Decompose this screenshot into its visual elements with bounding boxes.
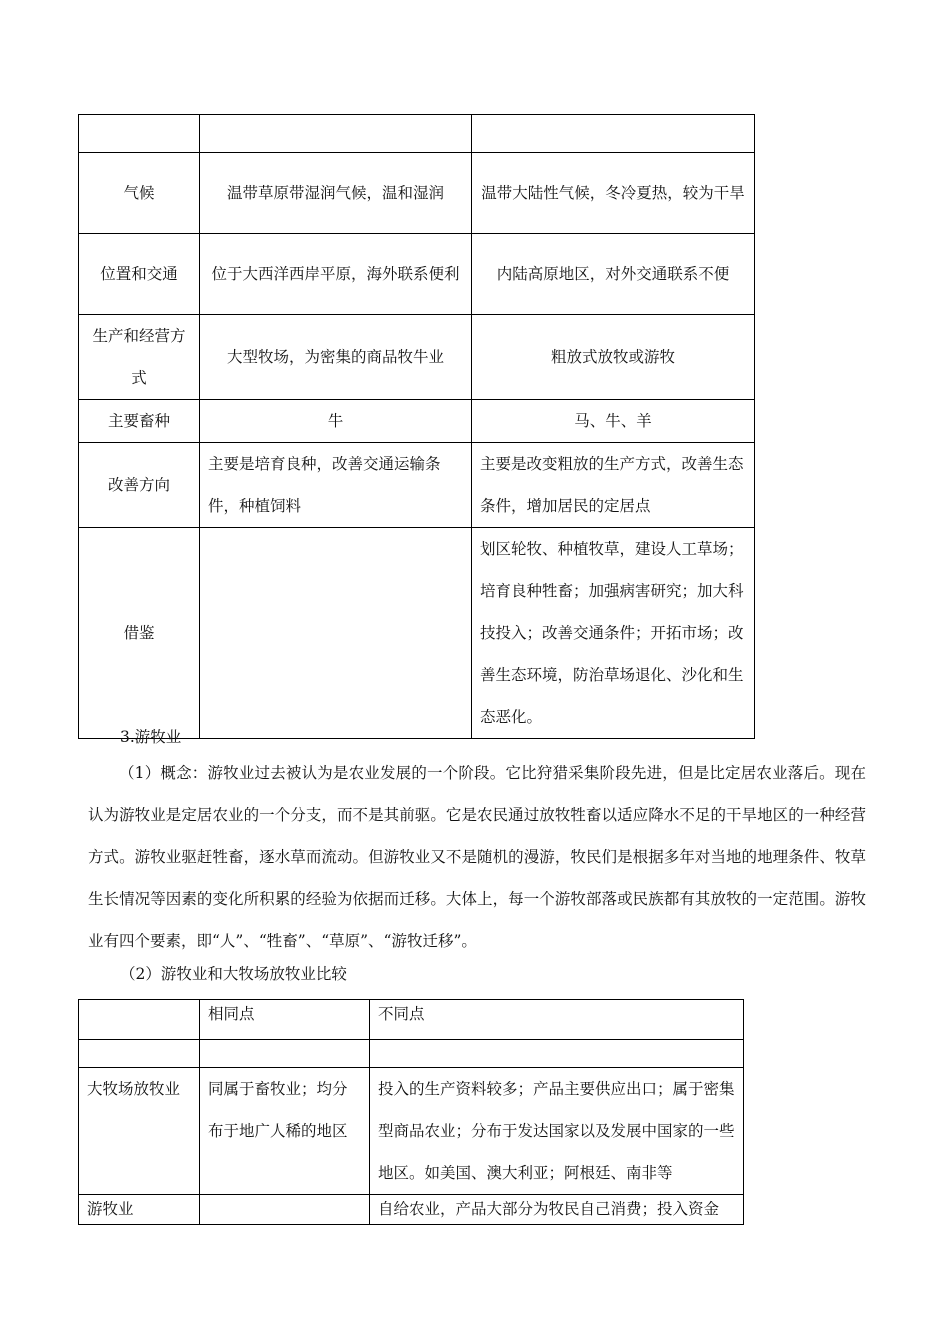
table-cell [370, 1040, 744, 1068]
table-row [79, 1040, 744, 1068]
table-row [79, 1195, 744, 1225]
comparison-table-ranching [78, 114, 755, 739]
table-cell: 温带大陆性气候，冬冷夏热，较为干旱 [472, 153, 755, 234]
table-cell [79, 115, 200, 153]
comparison-table-nomadic [78, 999, 744, 1225]
section-heading: 3.游牧业 [120, 728, 182, 746]
table-cell: 主要是改变粗放的生产方式，改善生态条件，增加居民的定居点 [472, 443, 755, 528]
row-label-location: 位置和交通 [79, 234, 200, 315]
table-row [79, 115, 755, 153]
table-header-cell: 相同点 [200, 1000, 370, 1040]
table-cell: 内陆高原地区，对外交通联系不便 [472, 234, 755, 315]
row-label-nomadic: 游牧业 [79, 1195, 200, 1225]
subsection-heading: （2）游牧业和大牧场放牧业比较 [120, 965, 347, 983]
row-label-reference: 借鉴 [79, 528, 200, 739]
table-header-cell [79, 1000, 200, 1040]
row-label-climate: 气候 [79, 153, 200, 234]
table-cell: 位于大西洋西岸平原，海外联系便利 [200, 234, 472, 315]
row-label-improvement: 改善方向 [79, 443, 200, 528]
table-row [79, 1068, 744, 1195]
table-header-cell: 不同点 [370, 1000, 744, 1040]
table-cell [472, 115, 755, 153]
concept-paragraph: （1）概念：游牧业过去被认为是农业发展的一个阶段。它比狩猎采集阶段先进，但是比定居农业落后。现在认为游牧业是定居农业的一个分支，而不是其前驱。它是农民通过放牧牲畜以适应降水不足的干旱地区的一种经营方式。游牧业驱赶牲畜，逐水草而流动。但游牧业又不是随机的漫游，牧民们是根据多年对当地的地理条件、牧草生长情况等因素的变化所积累的经验为依据而迁移。大体上，每一个游牧部落或民族都有其放牧的一定范围。游牧业有四个要素，即“人”、“牲畜”、“草原”、“游牧迁移”。 [88, 764, 866, 950]
row-label-production: 生产和经营方式 [79, 315, 200, 400]
table-cell [200, 528, 472, 739]
table-row [79, 315, 755, 400]
table-cell [200, 1195, 370, 1225]
table-row [79, 153, 755, 234]
table-cell: 温带草原带湿润气候，温和湿润 [200, 153, 472, 234]
table-row [79, 400, 755, 443]
table-cell: 自给农业，产品大部分为牧民自己消费；投入资金 [370, 1195, 744, 1225]
table-cell: 牛 [200, 400, 472, 443]
table-cell: 同属于畜牧业；均分布于地广人稀的地区 [200, 1068, 370, 1195]
table-cell: 投入的生产资料较多；产品主要供应出口；属于密集型商品农业；分布于发达国家以及发展中国家的一些地区。如美国、澳大利亚；阿根廷、南非等 [370, 1068, 744, 1195]
table-cell: 划区轮牧、种植牧草，建设人工草场；培育良种牲畜；加强病害研究；加大科技投入；改善交通条件；开拓市场；改善生态环境，防治草场退化、沙化和生态恶化。 [472, 528, 755, 739]
row-label-livestock: 主要畜种 [79, 400, 200, 443]
table-cell: 粗放式放牧或游牧 [472, 315, 755, 400]
table-row [79, 443, 755, 528]
row-label-ranching: 大牧场放牧业 [79, 1068, 200, 1195]
table-cell: 主要是培育良种，改善交通运输条件，种植饲料 [200, 443, 472, 528]
table-cell [79, 1040, 200, 1068]
table-row [79, 234, 755, 315]
table-cell [200, 1040, 370, 1068]
table-cell [200, 115, 472, 153]
table-row [79, 528, 755, 739]
table-cell: 大型牧场，为密集的商品牧牛业 [200, 315, 472, 400]
table-header-row [79, 1000, 744, 1040]
table-cell: 马、牛、羊 [472, 400, 755, 443]
